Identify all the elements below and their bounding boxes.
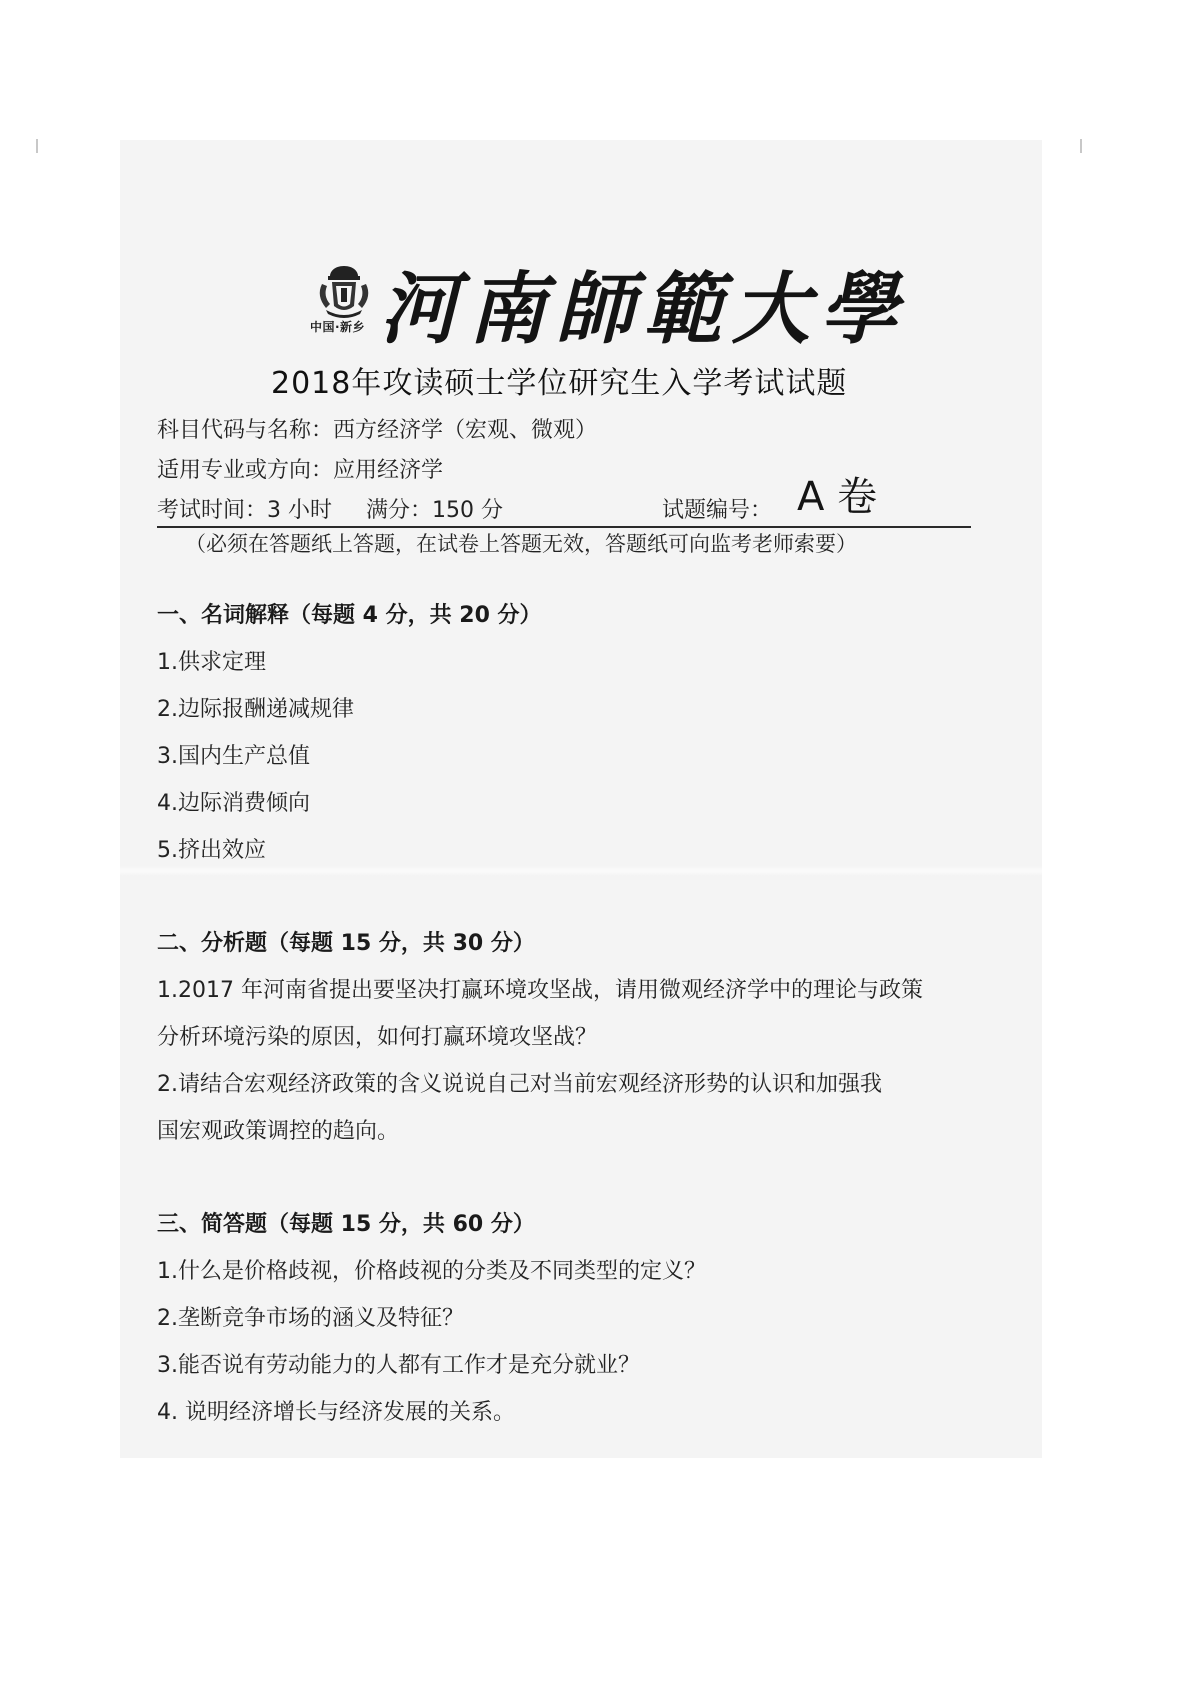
question-item-continuation: 国宏观政策调控的趋向。 <box>157 1119 400 1144</box>
question-item: 4. 说明经济增长与经济发展的关系。 <box>157 1400 515 1425</box>
answer-sheet-notice: （必须在答题纸上答题，在试卷上答题无效，答题纸可向监考老师索要） <box>185 532 857 556</box>
scan-edge-mark-right <box>1080 139 1082 153</box>
scan-fold-line <box>120 866 1042 876</box>
university-name-calligraphy: 河南師範大學 <box>375 264 926 355</box>
duration-line: 考试时间：3 小时 <box>157 498 332 523</box>
question-item: 4.边际消费倾向 <box>157 791 310 816</box>
question-item-continuation: 分析环境污染的原因，如何打赢环境攻坚战？ <box>157 1025 598 1050</box>
question-item: 3.能否说有劳动能力的人都有工作才是充分就业？ <box>157 1353 640 1378</box>
scan-edge-mark-left <box>36 139 38 153</box>
question-item: 1.什么是价格歧视，价格歧视的分类及不同类型的定义？ <box>157 1259 706 1284</box>
logo-caption: 中国·新乡 <box>310 320 366 334</box>
paper-code-value: A 卷 <box>797 474 878 520</box>
major-line: 适用专业或方向：应用经济学 <box>157 458 444 483</box>
question-item: 2.边际报酬递减规律 <box>157 697 354 722</box>
exam-title: 2018年攻读硕士学位研究生入学考试试题 <box>271 366 848 401</box>
question-item: 3.国内生产总值 <box>157 744 310 769</box>
question-item: 2.垄断竞争市场的涵义及特征？ <box>157 1306 464 1331</box>
subject-line: 科目代码与名称：西方经济学（宏观、微观） <box>157 418 598 443</box>
question-item: 5.挤出效应 <box>157 838 266 863</box>
question-item: 2.请结合宏观经济政策的含义说说自己对当前宏观经济形势的认识和加强我 <box>157 1072 882 1097</box>
paper-code-label: 试题编号： <box>662 498 773 523</box>
section-heading-definitions: 一、名词解释（每题 4 分，共 20 分） <box>157 603 542 628</box>
full-score-line: 满分：150 分 <box>366 498 503 523</box>
question-item: 1.2017 年河南省提出要坚决打赢环境攻坚战，请用微观经济学中的理论与政策 <box>157 978 923 1003</box>
question-item: 1.供求定理 <box>157 650 266 675</box>
section-heading-analysis: 二、分析题（每题 15 分，共 30 分） <box>157 931 535 956</box>
section-heading-short-answer: 三、简答题（每题 15 分，共 60 分） <box>157 1212 535 1237</box>
